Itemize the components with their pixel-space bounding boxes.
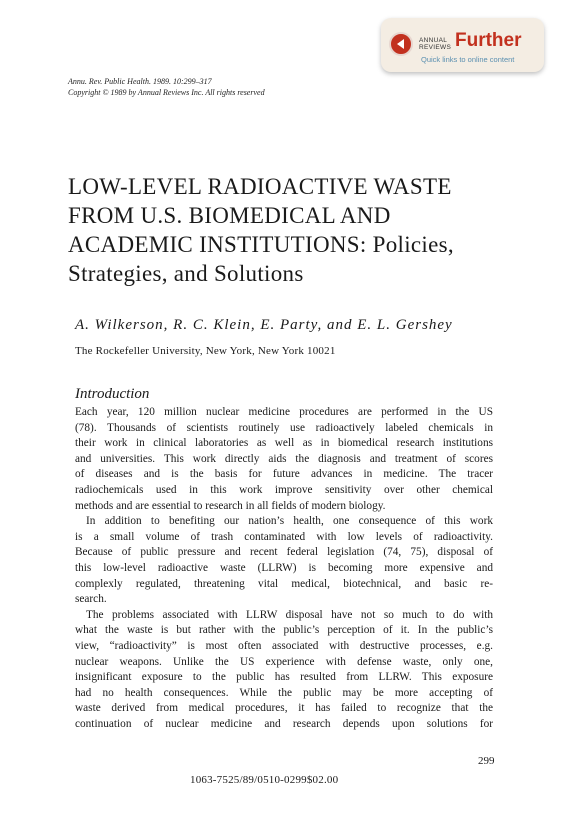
body-line: The problems associated with LLRW disposal have not so much to do with	[86, 608, 493, 621]
body-line: their work in clinical laboratories as well as in biomedical research institutions	[75, 437, 493, 450]
body-line: and universities. This work directly aids the diagnosis and treatment of scores	[75, 452, 493, 465]
title-line: Strategies, and Solutions	[68, 261, 304, 286]
body-line: complexly regulated, threatening vital medical, biotechnical, and basic re-	[75, 577, 493, 590]
banner-subtitle: Quick links to online content	[421, 55, 515, 64]
body-line: Each year, 120 million nuclear medicine procedures are performed in the US	[75, 406, 493, 418]
body-line: insignificant exposure to the public has resulted from LLRW. This exposure	[75, 671, 493, 684]
body-line: is a small volume of trash contaminated with low levels of radioactivity.	[75, 530, 493, 543]
body-line: had no health consequences. While the public may be more accepting of	[75, 686, 493, 699]
body-line: nuclear weapons. Unlike the US experience with defense waste, only one,	[75, 655, 493, 668]
citation-line: Annu. Rev. Public Health. 1989. 10:299–317	[68, 77, 212, 86]
body-text	[75, 405, 493, 732]
banner-further-label: Further	[455, 30, 522, 51]
play-icon	[389, 32, 413, 56]
body-line: waste derived from medical procedures, it has failed to recognize that the	[75, 702, 493, 715]
body-line: this low-level radioactive waste (LLRW) is becoming more expensive and	[75, 561, 493, 574]
page-number: 299	[478, 755, 495, 767]
body-line: In addition to benefiting our nation’s health, one consequence of this work	[86, 515, 493, 528]
banner-reviews-label: REVIEWS	[419, 44, 452, 51]
title-line: LOW-LEVEL RADIOACTIVE WASTE	[68, 174, 452, 199]
section-heading: Introduction	[75, 386, 150, 402]
body-line: Because of public pressure and recent federal legislation (74, 75), disposal of	[75, 546, 493, 559]
journal-citation	[68, 76, 265, 98]
body-line: of diseases and is the basis for future advances in medicine. The tracer	[75, 468, 493, 481]
body-line: continuation of nuclear medicine and research depends upon solutions for	[75, 717, 493, 730]
banner-annual-label: ANNUAL	[419, 37, 448, 44]
body-line: what the waste is but rather with the public’s perception of it. In the public’s	[75, 624, 493, 637]
body-line: view, “radioactivity” is most often associated with destructive processes, e.g.	[75, 639, 493, 652]
title-line: FROM U.S. BIOMEDICAL AND	[68, 203, 391, 228]
copyright-line: Copyright © 1989 by Annual Reviews Inc. All rights reserved	[68, 88, 265, 97]
title-line: ACADEMIC INSTITUTIONS: Policies,	[68, 232, 454, 257]
document-code: 1063-7525/89/0510-0299$02.00	[190, 774, 339, 786]
author-list: A. Wilkerson, R. C. Klein, E. Party, and E. L. Gershey	[75, 317, 453, 333]
body-line: (78). Thousands of scientists routinely use radioactively labeled chemicals in	[75, 421, 493, 434]
body-line: radiochemicals used in this work improve sensitivity over other chemical	[75, 483, 493, 496]
annual-reviews-further-banner[interactable]	[381, 18, 544, 72]
author-affiliation: The Rockefeller University, New York, New York 10021	[75, 345, 336, 357]
body-line: search.	[75, 593, 107, 606]
article-title	[68, 172, 498, 288]
body-line: methods and are essential to research in all fields of modern biology.	[75, 499, 386, 512]
